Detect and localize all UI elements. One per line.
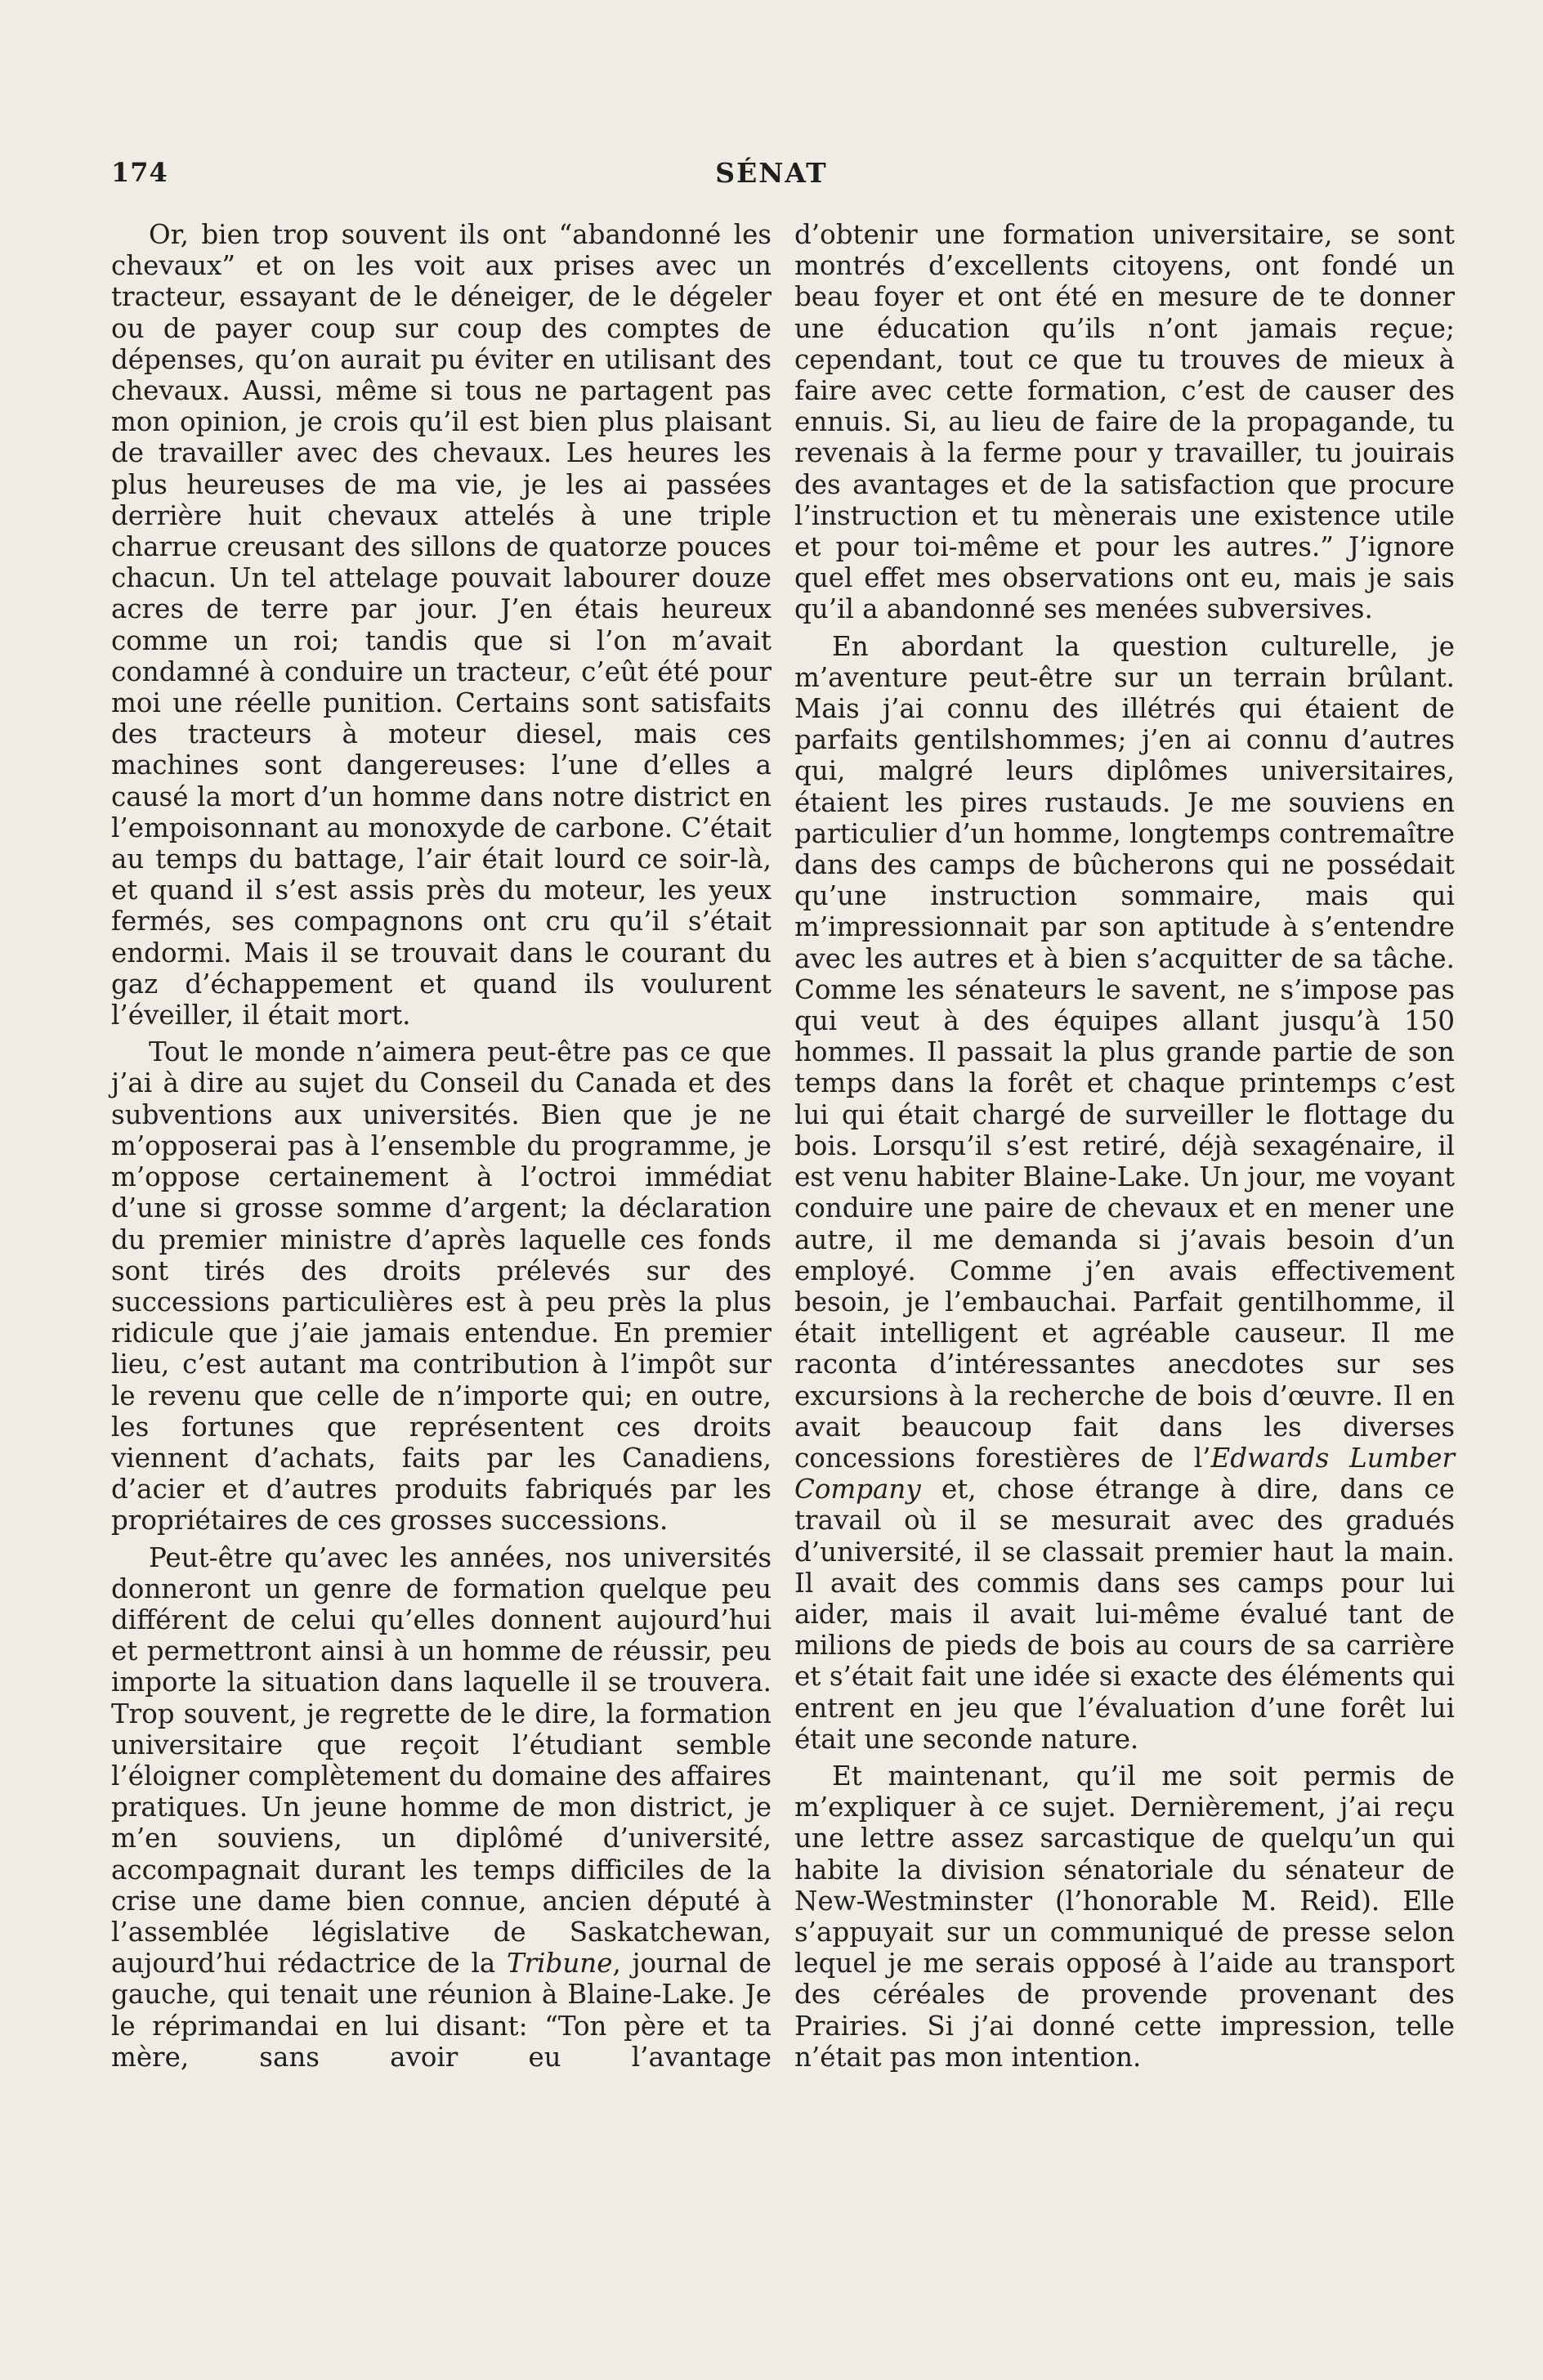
paragraph-universities — [111, 1542, 772, 2073]
company-name: Edwards Lumber Company — [794, 1442, 1455, 1505]
paragraph-universities-part-2: , journal de gauche, qui tenait une réunion à Blaine-Lake. Je le réprimandai en lui disant: “Ton père et ta mère, sans avoir eu l’avantage — [111, 1948, 772, 2073]
left-column — [111, 219, 772, 2078]
running-head-title: SÉNAT — [715, 157, 828, 189]
paragraph-canada-council: Tout le monde n’aimera peut-être pas ce que j’ai à dire au sujet du Conseil du Canada et des subventions aux universités. Bien que je ne m’opposerai pas à l’ensemble du programme, je m’oppose certainement à l’octroi immédiat d’une si grosse somme d’argent; la déclaration du premier ministre d’après laquelle ces fonds sont tirés des droits prélevés sur des successions particulières est à peu près la plus ridicule que j’aie jamais entendue. En premier lieu, c’est autant ma contribution à l’impôt sur le revenu que celle de n’importe qui; en outre, les fortunes que représentent ces droits viennent d’achats, faits par les Canadiens, d’acier et d’autres produits fabriqués par les propriétaires de ces grosses successions. — [111, 1036, 772, 1537]
paragraph-culture-part-2: et, chose étrange à dire, dans ce travail où il se mesurait avec des gradués d’université, il se classait premier haut la main. Il avait des commis dans ses camps pour lui aider, mais il avait lui-même évalué tant de milions de pieds de bois au cours de sa carrière et s’était fait une idée si exacte des éléments qui entrent en jeu que l’évaluation d’une forêt lui était une seconde nature. — [794, 1474, 1455, 1755]
paragraph-horses: Or, bien trop souvent ils ont “abandonné les chevaux” et on les voit aux prises avec un tracteur, essayant de le déneiger, de le dégeler ou de payer coup sur coup des comptes de dépenses, qu’on aurait pu éviter en utilisant des chevaux. Aussi, même si tous ne partagent pas mon opinion, je crois qu’il est bien plus plaisant de travailler avec des chevaux. Les heures les plus heureuses de ma vie, je les ai passées derrière huit chevaux attelés à une triple charrue creusant des sillons de quatorze pouces chacun. Un tel attelage pouvait labourer douze acres de terre par jour. J’en étais heureux comme un roi; tandis que si l’on m’avait condamné à conduire un tracteur, c’eût été pour moi une réelle punition. Certains sont satisfaits des tracteurs à moteur diesel, mais ces machines sont dangereuses: l’une d’elles a causé la mort d’un homme dans notre district en l’empoisonnant au monoxyde de carbone. C’était au temps du battage, l’air était lourd ce soir-là, et quand il s’est assis près du moteur, les yeux fermés, ses compagnons ont cru qu’il s’était endormi. Mais il se trouvait dans le courant du gaz d’échappement et quand ils voulurent l’éveiller, il était mort. — [111, 219, 772, 1031]
paragraph-continuation: d’obtenir une formation universitaire, se sont montrés d’excellents citoyens, ont fondé un beau foyer et ont été en mesure de te donner une éducation qu’ils n’ont jamais reçue; cependant, tout ce que tu trouves de mieux à faire avec cette formation, c’est de causer des ennuis. Si, au lieu de faire de la propagande, tu revenais à la ferme pour y travailler, tu jouirais des avantages et de la satisfaction que procure l’instruction et tu mènerais une existence utile et pour toi-même et pour les autres.” J’ignore quel effet mes observations ont eu, mais je sais qu’il a abandonné ses menées subversives. — [794, 219, 1455, 625]
paragraph-letter: Et maintenant, qu’il me soit permis de m’expliquer à ce sujet. Dernièrement, j’ai reçu une lettre assez sarcastique de quelqu’un qui habite la division sénatoriale du sénateur de New-Westminster (l’honorable M. Reid). Elle s’appuyait sur un communiqué de presse selon lequel je me serais opposé à l’aide au transport des céréales de provende provenant des Prairies. Si j’ai donné cette impression, telle n’était pas mon intention. — [794, 1760, 1455, 2073]
paragraph-culture-part-1: En abordant la question culturelle, je m’aventure peut-être sur un terrain brûlant. Mais j’ai connu des illétrés qui étaient de parfaits gentilshommes; j’en ai connu d’autres qui, malgré leurs diplômes universitaires, étaient les pires rustauds. Je me souviens en particulier d’un homme, longtemps contremaître dans des camps de bûcherons qui ne possédait qu’une instruction sommaire, mais qui m’impressionnait par son aptitude à s’entendre avec les autres et à bien s’acquitter de sa tâche. Comme les sénateurs le savent, ne s’impose pas qui veut à des équipes allant jusqu’à 150 hommes. Il passait la plus grande partie de son temps dans la forêt et chaque printemps c’est lui qui était chargé de surveiller le flottage du bois. Lorsqu’il s’est retiré, déjà sexagénaire, il est venu habiter Blaine-Lake. Un jour, me voyant conduire une paire de chevaux et en mener une autre, il me demanda si j’avais besoin d’un employé. Comme j’en avais effectivement besoin, je l’embauchai. Parfait gentilhomme, il était intelligent et agréable causeur. Il me raconta d’intéressantes anecdotes sur ses excursions à la recherche de bois d’œuvre. Il en avait beaucoup fait dans les diverses concessions forestières de l’ — [794, 630, 1455, 1474]
tribune-journal-title: Tribune — [506, 1948, 613, 1980]
paragraph-universities-part-1: Peut-être qu’avec les années, nos universités donneront un genre de formation quelque peu différent de celui qu’elles donnent aujourd’hui et permettront ainsi à un homme de réussir, peu importe la situation dans laquelle il se trouvera. Trop souvent, je regrette de le dire, la formation universitaire que reçoit l’étudiant semble l’éloigner complètement du domaine des affaires pratiques. Un jeune homme de mon district, je m’en souviens, un diplômé d’université, accompagnait durant les temps difficiles de la crise une dame bien connue, ancien député à l’assemblée législative de Saskatchewan, aujourd’hui rédactrice de la — [111, 1541, 772, 1980]
page-number: 174 — [111, 157, 168, 188]
right-column — [794, 219, 1455, 2078]
paragraph-culture — [794, 631, 1455, 1755]
